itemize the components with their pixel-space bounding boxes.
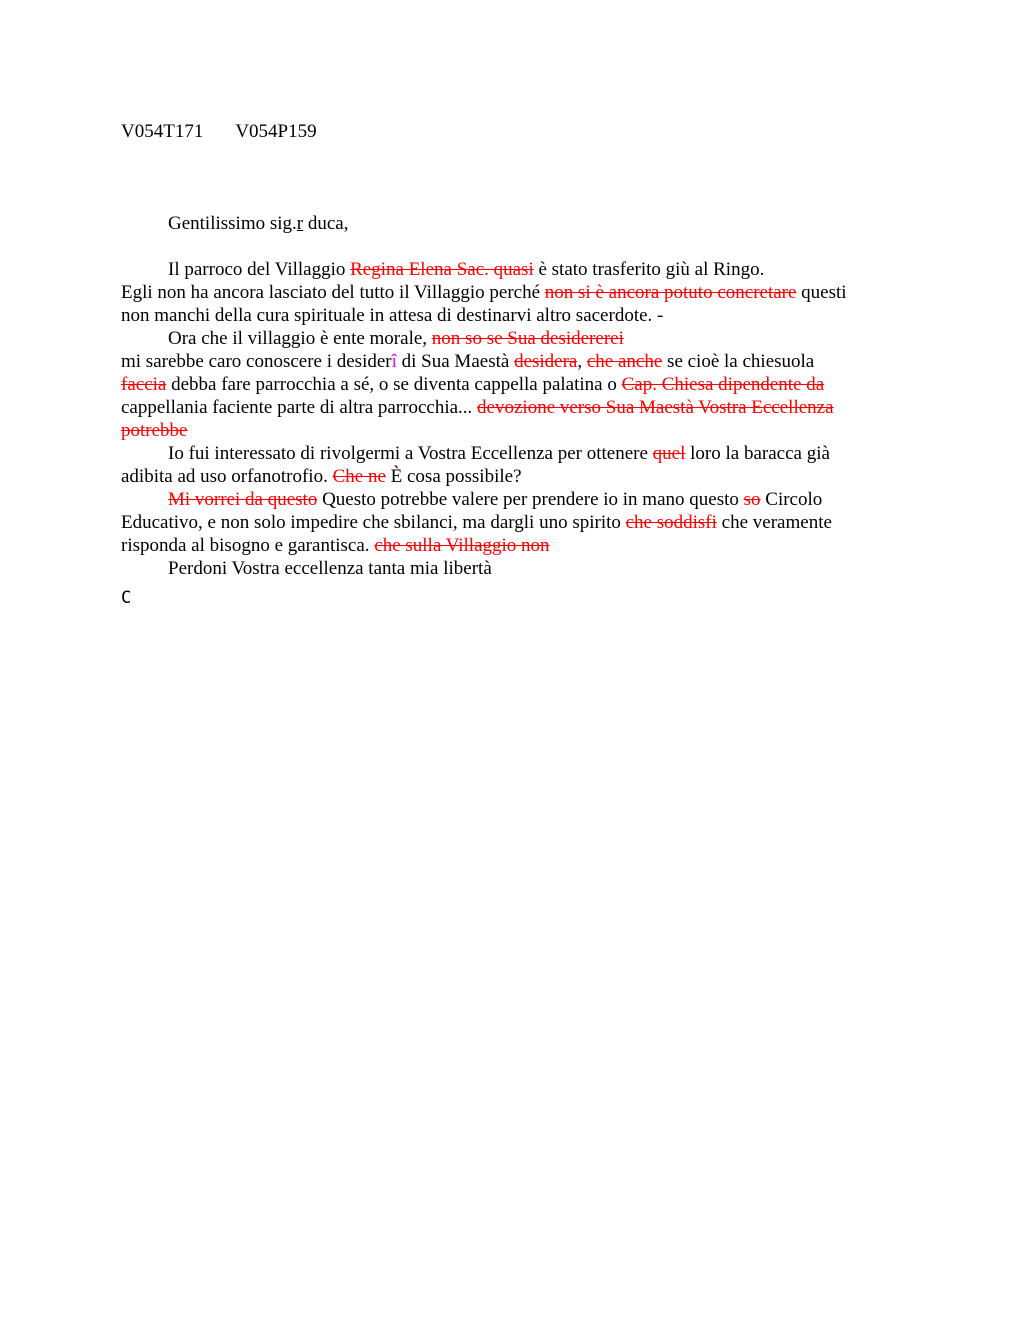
deleted-text: quel (652, 443, 686, 464)
paragraph-1 (121, 258, 861, 281)
paragraph-2-continued (121, 350, 861, 442)
text-run: questi non manchi della cura spirituale in attesa di destinarvi altro sacerdote. - (121, 282, 847, 326)
deleted-text: che anche (586, 351, 663, 372)
footer-mark: C (121, 588, 132, 608)
text-run: Ora che il villaggio è ente morale, (168, 328, 432, 349)
text-run: Io fui interessato di rivolgermi a Vostra Eccellenza per ottenere (168, 443, 653, 464)
text-run: che veramente risponda al bisogno e garantisca. (121, 512, 832, 556)
volume-code: V054T171 (121, 121, 204, 142)
deleted-text: Mi vorrei da questo (168, 489, 318, 510)
deleted-text: non so se Sua desidererei (431, 328, 624, 349)
deleted-text: che soddisfi (625, 512, 717, 533)
deleted-text: che sulla Villaggio non (374, 535, 550, 556)
text-run: È cosa possibile? (385, 466, 522, 487)
text-run: Questo potrebbe valere per prendere io in mano questo (317, 489, 744, 510)
greeting-text: duca, (303, 213, 349, 234)
letter-body (121, 212, 861, 580)
greeting-text: Gentilissimo sig. (168, 213, 297, 234)
inserted-text: î (391, 351, 397, 372)
text-run: Perdoni Vostra eccellenza tanta mia libertà (168, 558, 492, 579)
text-run: loro la baracca già adibita ad uso orfanotrofio. (121, 443, 830, 487)
deleted-text: faccia (121, 374, 167, 395)
paragraph-4 (121, 488, 861, 557)
document-header (121, 121, 317, 143)
text-run: , (577, 351, 587, 372)
deleted-text: desidera (514, 351, 578, 372)
deleted-text: devozione verso Sua Maestà Vostra Eccellenza potrebbe (121, 397, 834, 441)
paragraph-1-continued (121, 281, 861, 327)
deleted-text: so (743, 489, 761, 510)
letter-greeting (121, 212, 861, 235)
text-run: se cioè la chiesuola (662, 351, 815, 372)
text-run: debba fare parrocchia a sé, o se diventa cappella palatina o (166, 374, 622, 395)
text-run: mi sarebbe caro conoscere i desider (121, 351, 392, 372)
deleted-text: Regina Elena Sac. quasi (350, 259, 534, 280)
deleted-text: Che ne (332, 466, 386, 487)
deleted-text: Cap. Chiesa dipendente da (621, 374, 825, 395)
text-run: è stato trasferito giù al Ringo. (533, 259, 765, 280)
text-run: di Sua Maestà (396, 351, 515, 372)
page-code: V054P159 (235, 121, 317, 142)
text-run: Egli non ha ancora lasciato del tutto il Villaggio perché (121, 282, 545, 303)
paragraph-5 (121, 557, 861, 580)
text-run: Il parroco del Villaggio (168, 259, 351, 280)
paragraph-2 (121, 327, 861, 350)
deleted-text: non si è ancora potuto concretare (544, 282, 797, 303)
text-run: cappellania faciente parte di altra parrocchia... (121, 397, 478, 418)
greeting-superscript: r (296, 213, 304, 234)
text-run: Circolo Educativo, e non solo impedire che sbilanci, ma dargli uno spirito (121, 489, 823, 533)
paragraph-3 (121, 442, 861, 488)
